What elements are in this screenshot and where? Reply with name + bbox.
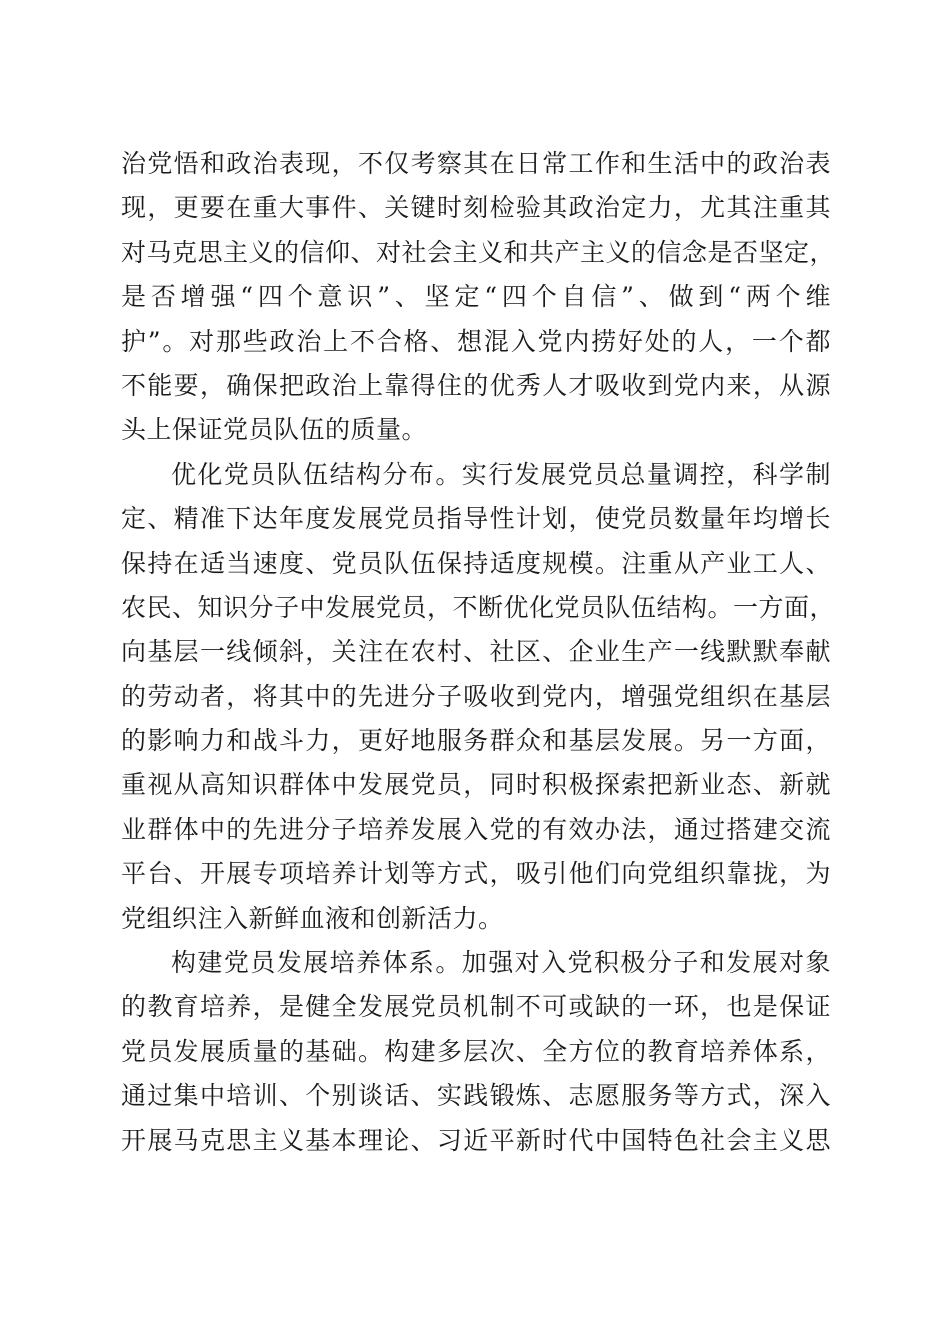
text-line: 的影响力和战斗力，更好地服务群众和基层发展。另一方面， <box>121 726 831 756</box>
document-body <box>121 142 836 1163</box>
text-line: 构建党员发展培养体系。加强对入党积极分子和发展对象 <box>171 948 831 978</box>
text-line: 护”。对那些政治上不合格、想混入党内捞好处的人，一个都 <box>121 326 831 356</box>
text-line: 重视从高知识群体中发展党员，同时积极探索把新业态、新就 <box>121 770 831 800</box>
text-line: 保持在适当速度、党员队伍保持适度规模。注重从产业工人、 <box>121 548 831 578</box>
text-line: 通过集中培训、个别谈话、实践锻炼、志愿服务等方式，深入 <box>121 1081 831 1111</box>
paragraph-3 <box>121 941 831 1163</box>
paragraph-1 <box>121 142 836 453</box>
text-line: 党组织注入新鲜血液和创新活力。 <box>121 903 504 933</box>
text-line: 治党悟和政治表现，不仅考察其在日常工作和生活中的政治表 <box>121 149 831 178</box>
text-line: 的教育培养，是健全发展党员机制不可或缺的一环，也是保证 <box>121 992 831 1022</box>
text-line: 平台、开展专项培养计划等方式，吸引他们向党组织靠拢，为 <box>121 859 831 889</box>
text-line: 现，更要在重大事件、关键时刻检验其政治定力，尤其注重其 <box>121 193 831 223</box>
text-line: 是否增强“四个意识”、坚定“四个自信”、做到“两个维 <box>121 282 831 312</box>
paragraph-2 <box>121 453 836 941</box>
text-line: 农民、知识分子中发展党员，不断优化党员队伍结构。一方面， <box>121 592 836 622</box>
text-line: 向基层一线倾斜，关注在农村、社区、企业生产一线默默奉献 <box>121 637 831 667</box>
text-line: 优化党员队伍结构分布。实行发展党员总量调控，科学制 <box>171 459 831 489</box>
text-line: 业群体中的先进分子培养发展入党的有效办法，通过搭建交流 <box>121 814 831 844</box>
text-line: 不能要，确保把政治上靠得住的优秀人才吸收到党内来，从源 <box>121 370 831 400</box>
text-line: 的劳动者，将其中的先进分子吸收到党内，增强党组织在基层 <box>121 681 831 711</box>
text-line: 定、精准下达年度发展党员指导性计划，使党员数量年均增长 <box>121 504 831 534</box>
text-line: 对马克思主义的信仰、对社会主义和共产主义的信念是否坚定， <box>121 237 836 267</box>
text-line: 头上保证党员队伍的质量。 <box>121 415 428 445</box>
text-line: 党员发展质量的基础。构建多层次、全方位的教育培养体系， <box>121 1036 831 1066</box>
text-line: 开展马克思主义基本理论、习近平新时代中国特色社会主义思 <box>121 1125 831 1155</box>
